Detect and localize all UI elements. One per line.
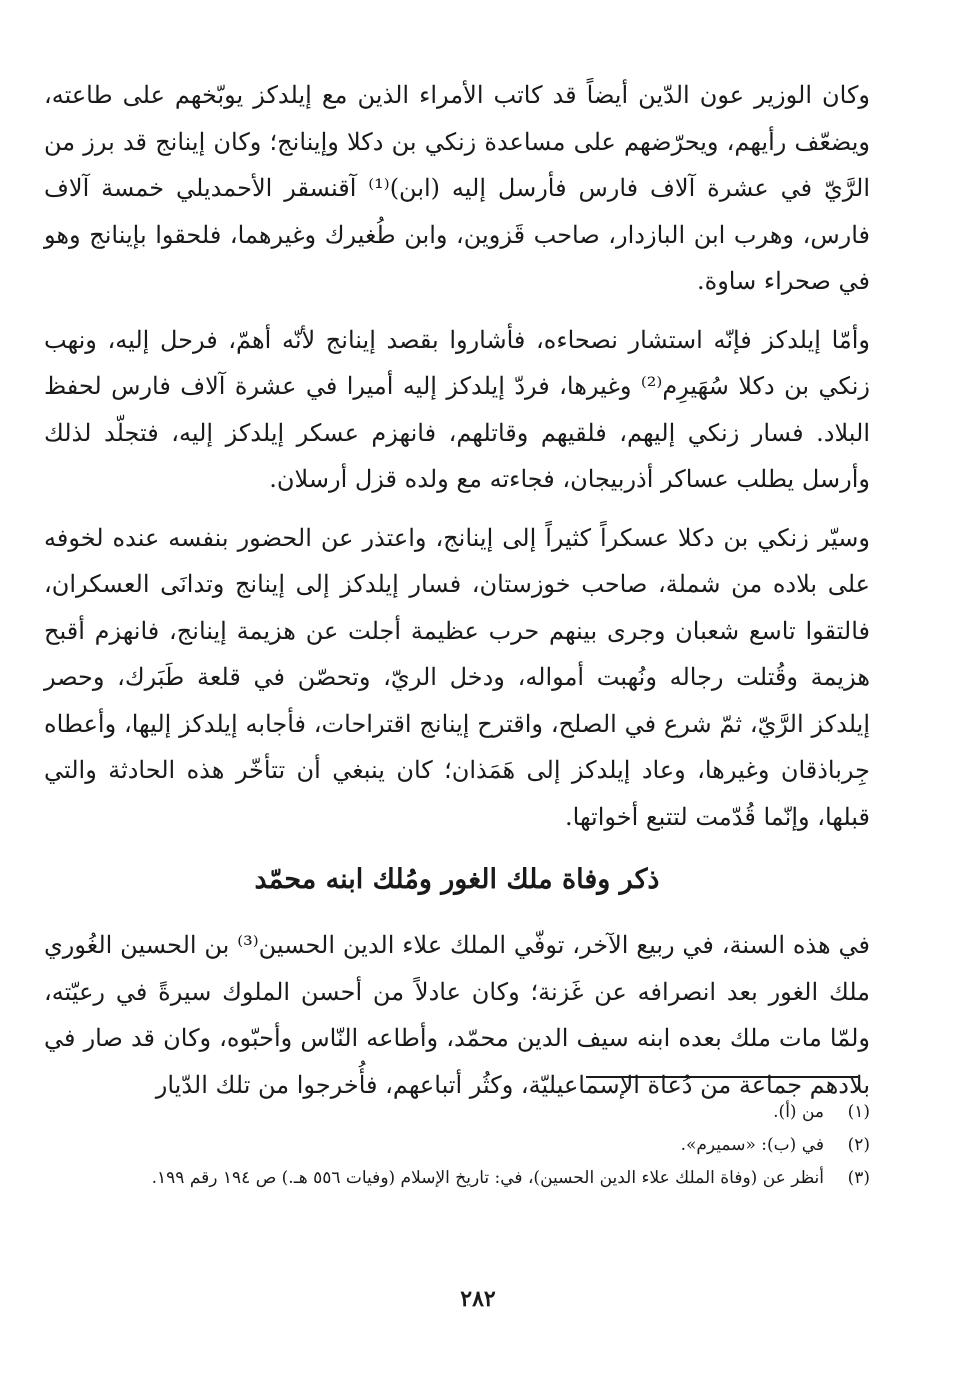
section-heading: ذكر وفاة ملك الغور ومُلك ابنه محمّد [254,864,660,895]
footnote-number: (٢) [847,1135,870,1155]
footnote-2 [44,1129,870,1162]
page-number: ٢٨٢ [460,1286,496,1312]
footnote-text: أنظر عن (وفاة الملك علاء الدين الحسين)، في: تاريخ الإسلام (وفيات ٥٥٦ هـ.) ص ١٩٤ رقم ١٩٩. [151,1168,824,1188]
paragraph-4: في هذه السنة، في ربيع الآخر، توفّي الملك علاء الدين الحسين⁽³⁾ بن الحسين الغُوري ملك الغور بعد انصرافه عن غَزنة؛ وكان عادلاً من أحسن الملوك سيرةً في رعيّته، ولمّا مات ملك بعده ابنه سيف الدين محمّد، وأطاعه النّاس وأحبّوه، وكان قد صار في بلادهم جماعة من دُعاة الإسماعيليّة، وكثُر أتباعهم، فأُخرجوا من تلك الدّيار [44,931,870,1099]
paragraph-2: وأمّا إيلدكز فإنّه استشار نصحاءه، فأشاروا بقصد إينانج لأنّه أهمّ، فرحل إليه، ونهب زنكي بن دكلا سُهَيرِم⁽²⁾ وغيرها، فردّ إيلدكز إليه أميرا في عشرة آلاف فارس لحفظ البلاد. فسار زنكي إليهم، فلقيهم وقاتلهم، فانهزم عسكر إيلدكز إليه، فتجلّد لذلك وأرسل يطلب عساكر أذربيجان، فجاءته مع ولده قزل أرسلان. [44,325,870,493]
footnote-divider [586,1076,858,1078]
footnotes [44,1096,870,1195]
main-text [44,72,870,1108]
footnote-text: في (ب): «سميرم». [680,1135,824,1155]
footnote-number: (١) [847,1102,870,1122]
footnote-1 [44,1096,870,1129]
paragraph-3: وسيّر زنكي بن دكلا عسكراً كثيراً إلى إينانج، واعتذر عن الحضور بنفسه عنده لخوفه على بلاده من شملة، صاحب خوزستان، فسار إيلدكز إلى إينانج وتدانَى العسكران، فالتقوا تاسع شعبان وجرى بينهم حرب عظيمة أجلت عن هزيمة إينانج، فانهزم أقبح هزيمة وقُتلت رجاله ونُهبت أمواله، ودخل الريّ، وتحصّن في قلعة طَبَرك، وحصر إيلدكز الرَّيّ، ثمّ شرع في الصلح، واقترح إينانج اقتراحات، فأجابه إيلدكز إليها، وأعطاه جِرباذقان وغيرها، وعاد إيلدكز إلى هَمَذان؛ كان ينبغي أن تتأخّر هذه الحادثة والتي قبلها، وإنّما قُدّمت لتتبع أخواتها. [44,523,870,831]
footnote-3 [44,1162,870,1195]
paragraph-1: وكان الوزير عون الدّين أيضاً قد كاتب الأمراء الذين مع إيلدكز يوبّخهم على طاعته، ويضعّف رأيهم، ويحرّضهم على مساعدة زنكي بن دكلا وإينانج؛ وكان إينانج قد برز من الرَّيّ في عشرة آلاف فارس فأرسل إليه (ابن)⁽¹⁾ آقنسقر الأحمديلي خمسة آلاف فارس، وهرب ابن البازدار، صاحب قَزوين، وابن طُغيرك وغيرهما، فلحقوا بإينانج وهو في صحراء ساوة. [44,81,870,295]
footnote-text: من (أ). [773,1102,824,1122]
footnote-number: (٣) [847,1168,870,1188]
